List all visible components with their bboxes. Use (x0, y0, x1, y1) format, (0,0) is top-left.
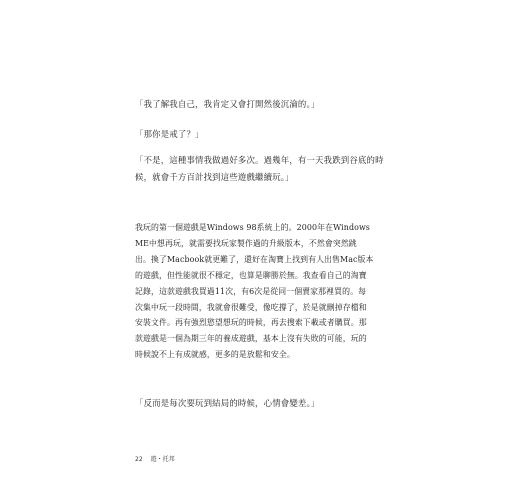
body-paragraph (135, 220, 380, 363)
page-number: 22 (135, 456, 143, 463)
page-footer (135, 455, 175, 465)
body-line-5: 記錄，這款遊戲我買過11次，有6次是從同一個賣家那裡買的。每 (135, 286, 367, 296)
body-line-6: 次集中玩一段時間，我就會很難受，像吃撐了，於是就刪掉存檔和 (135, 302, 367, 312)
dialogue-quote-3-line-2: 候，就會千方百計找到這些遊戲繼續玩。」 (135, 172, 294, 182)
body-line-3: 出。換了Macbook就更難了，還好在淘寶上找到有人出售Mac版本 (135, 254, 374, 264)
body-line-7: 安裝文件。再有強烈慾望想玩的時候，再去搜索下載或者購買。那 (135, 318, 367, 328)
body-line-4: 的遊戲，但性能就很不穩定，也算是聊勝於無。我查看自己的淘寶 (135, 270, 367, 280)
dialogue-quote-2: 「那你是戒了？」 (135, 129, 204, 139)
dialogue-quote-1: 「我了解我自己，我肯定又會打開然後沉淪的。」 (135, 99, 320, 109)
dialogue-quote-3 (135, 152, 384, 186)
dialogue-quote-4: 「反而是每次要玩到結局的時候，心情會變差。」 (135, 398, 320, 408)
body-line-2: ME中想再玩，就需要找玩家製作過的升級版本，不然會突然跳 (135, 238, 357, 248)
body-line-8: 款遊戲是一個為期三年的養成遊戲，基本上沒有失敗的可能，玩的 (135, 334, 367, 344)
body-line-9: 時候說不上有成就感，更多的是放鬆和安全。 (135, 350, 295, 360)
dialogue-quote-3-line-1: 「不是，這種事情我做過好多次。過幾年，有一天我跌到谷底的時 (135, 155, 384, 165)
body-line-1: 我玩的第一個遊戲是Windows 98系統上的。2000年在Windows (135, 223, 370, 232)
running-title: 遊・托邦 (150, 456, 175, 463)
